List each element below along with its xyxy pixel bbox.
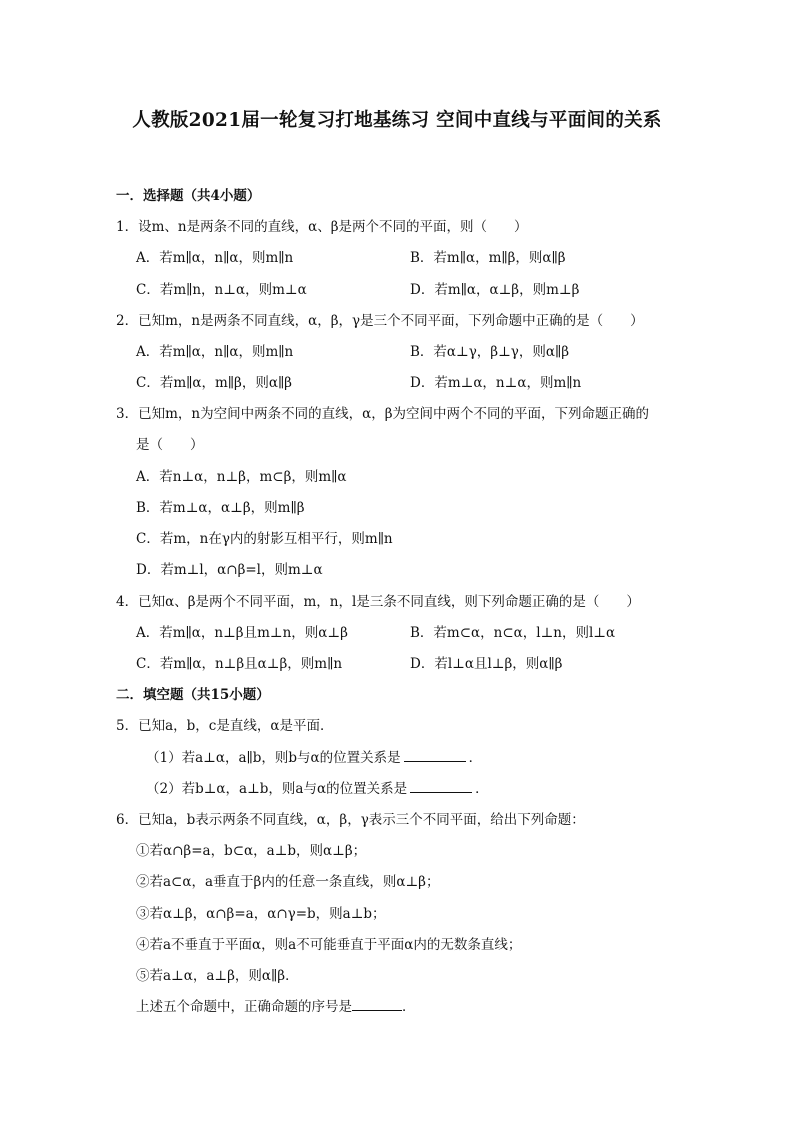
q4-option-d: D．若l⊥α且l⊥β，则α∥β — [410, 656, 563, 672]
q6-conclusion — [136, 998, 416, 1016]
q4-stem: 4．已知α、β是两个不同平面，m，n，l是三条不同直线，则下列命题正确的是（ ） — [116, 594, 640, 610]
q1-option-b: B．若m∥α，m∥β，则α∥β — [410, 250, 566, 266]
page-title: 人教版2021届一轮复习打地基练习 空间中直线与平面间的关系 — [132, 110, 662, 131]
q2-option-c: C．若m∥α，m∥β，则α∥β — [136, 375, 292, 391]
q2-option-a: A．若m∥α，n∥α，则m∥n — [136, 344, 294, 360]
q4-option-c: C．若m∥α，n⊥β且α⊥β，则m∥n — [136, 656, 343, 672]
answer-blank — [410, 780, 472, 793]
q6-conclusion-end: ． — [402, 999, 416, 1015]
q4-option-a: A．若m∥α，n⊥β且m⊥n，则α⊥β — [136, 625, 348, 641]
q6-item-4: ④若a不垂直于平面α，则a不可能垂直于平面α内的无数条直线； — [136, 937, 522, 953]
q3-option-a: A．若n⊥α，n⊥β，m⊂β，则m∥α — [136, 469, 347, 485]
answer-blank — [404, 749, 466, 762]
q6-stem: 6．已知a，b表示两条不同直线，α，β，γ表示三个不同平面，给出下列命题： — [116, 812, 585, 828]
q6-item-5: ⑤若a⊥α，a⊥β，则α∥β． — [136, 968, 299, 984]
q3-stem: 3．已知m，n为空间中两条不同的直线，α，β为空间中两个不同的平面，下列命题正确的 — [116, 406, 650, 422]
q5-sub-2-end: ． — [475, 781, 489, 797]
q1-option-d: D．若m∥α，α⊥β，则m⊥β — [410, 282, 580, 298]
answer-blank — [352, 998, 402, 1011]
q3-option-b: B．若m⊥α，α⊥β，则m∥β — [136, 500, 305, 516]
q5-sub-2-text: （2）若b⊥α，a⊥b，则a与α的位置关系是 — [146, 781, 408, 797]
q6-item-1: ①若α∩β=a，b⊂α，a⊥b，则α⊥β； — [136, 843, 367, 859]
q5-sub-2 — [146, 780, 489, 798]
q6-conclusion-text: 上述五个命题中，正确命题的序号是 — [136, 999, 352, 1015]
q2-option-b: B．若α⊥γ，β⊥γ，则α∥β — [410, 344, 570, 360]
q3-option-d: D．若m⊥l，α∩β=l，则m⊥α — [136, 562, 323, 578]
q4-option-b: B．若m⊂α，n⊂α，l⊥n，则l⊥α — [410, 625, 616, 641]
q1-stem: 1．设m、n是两条不同的直线，α、β是两个不同的平面，则（ ） — [116, 219, 528, 235]
q2-option-d: D．若m⊥α，n⊥α，则m∥n — [410, 375, 582, 391]
q5-sub-1-text: （1）若a⊥α，a∥b，则b与α的位置关系是 — [146, 750, 401, 766]
q1-option-c: C．若m∥n，n⊥α，则m⊥α — [136, 282, 307, 298]
q6-item-2: ②若a⊂α，a垂直于β内的任意一条直线，则α⊥β； — [136, 874, 440, 890]
q5-sub-1-end: ． — [468, 750, 483, 766]
q5-sub-1 — [146, 749, 482, 767]
q6-item-3: ③若α⊥β，α∩β=a，α∩γ=b，则a⊥b； — [136, 906, 386, 922]
q5-stem: 5．已知a，b，c是直线，α是平面． — [116, 718, 334, 734]
q3-stem-continued: 是（ ） — [136, 437, 204, 453]
q2-stem: 2．已知m，n是两条不同直线，α，β，γ是三个不同平面，下列命题中正确的是（ ） — [116, 313, 644, 329]
section-choice-heading: 一．选择题（共4小题） — [116, 188, 261, 204]
q1-option-a: A．若m∥α，n∥α，则m∥n — [136, 250, 294, 266]
q3-option-c: C．若m，n在γ内的射影互相平行，则m∥n — [136, 531, 393, 547]
section-fill-heading: 二．填空题（共15小题） — [116, 687, 270, 703]
